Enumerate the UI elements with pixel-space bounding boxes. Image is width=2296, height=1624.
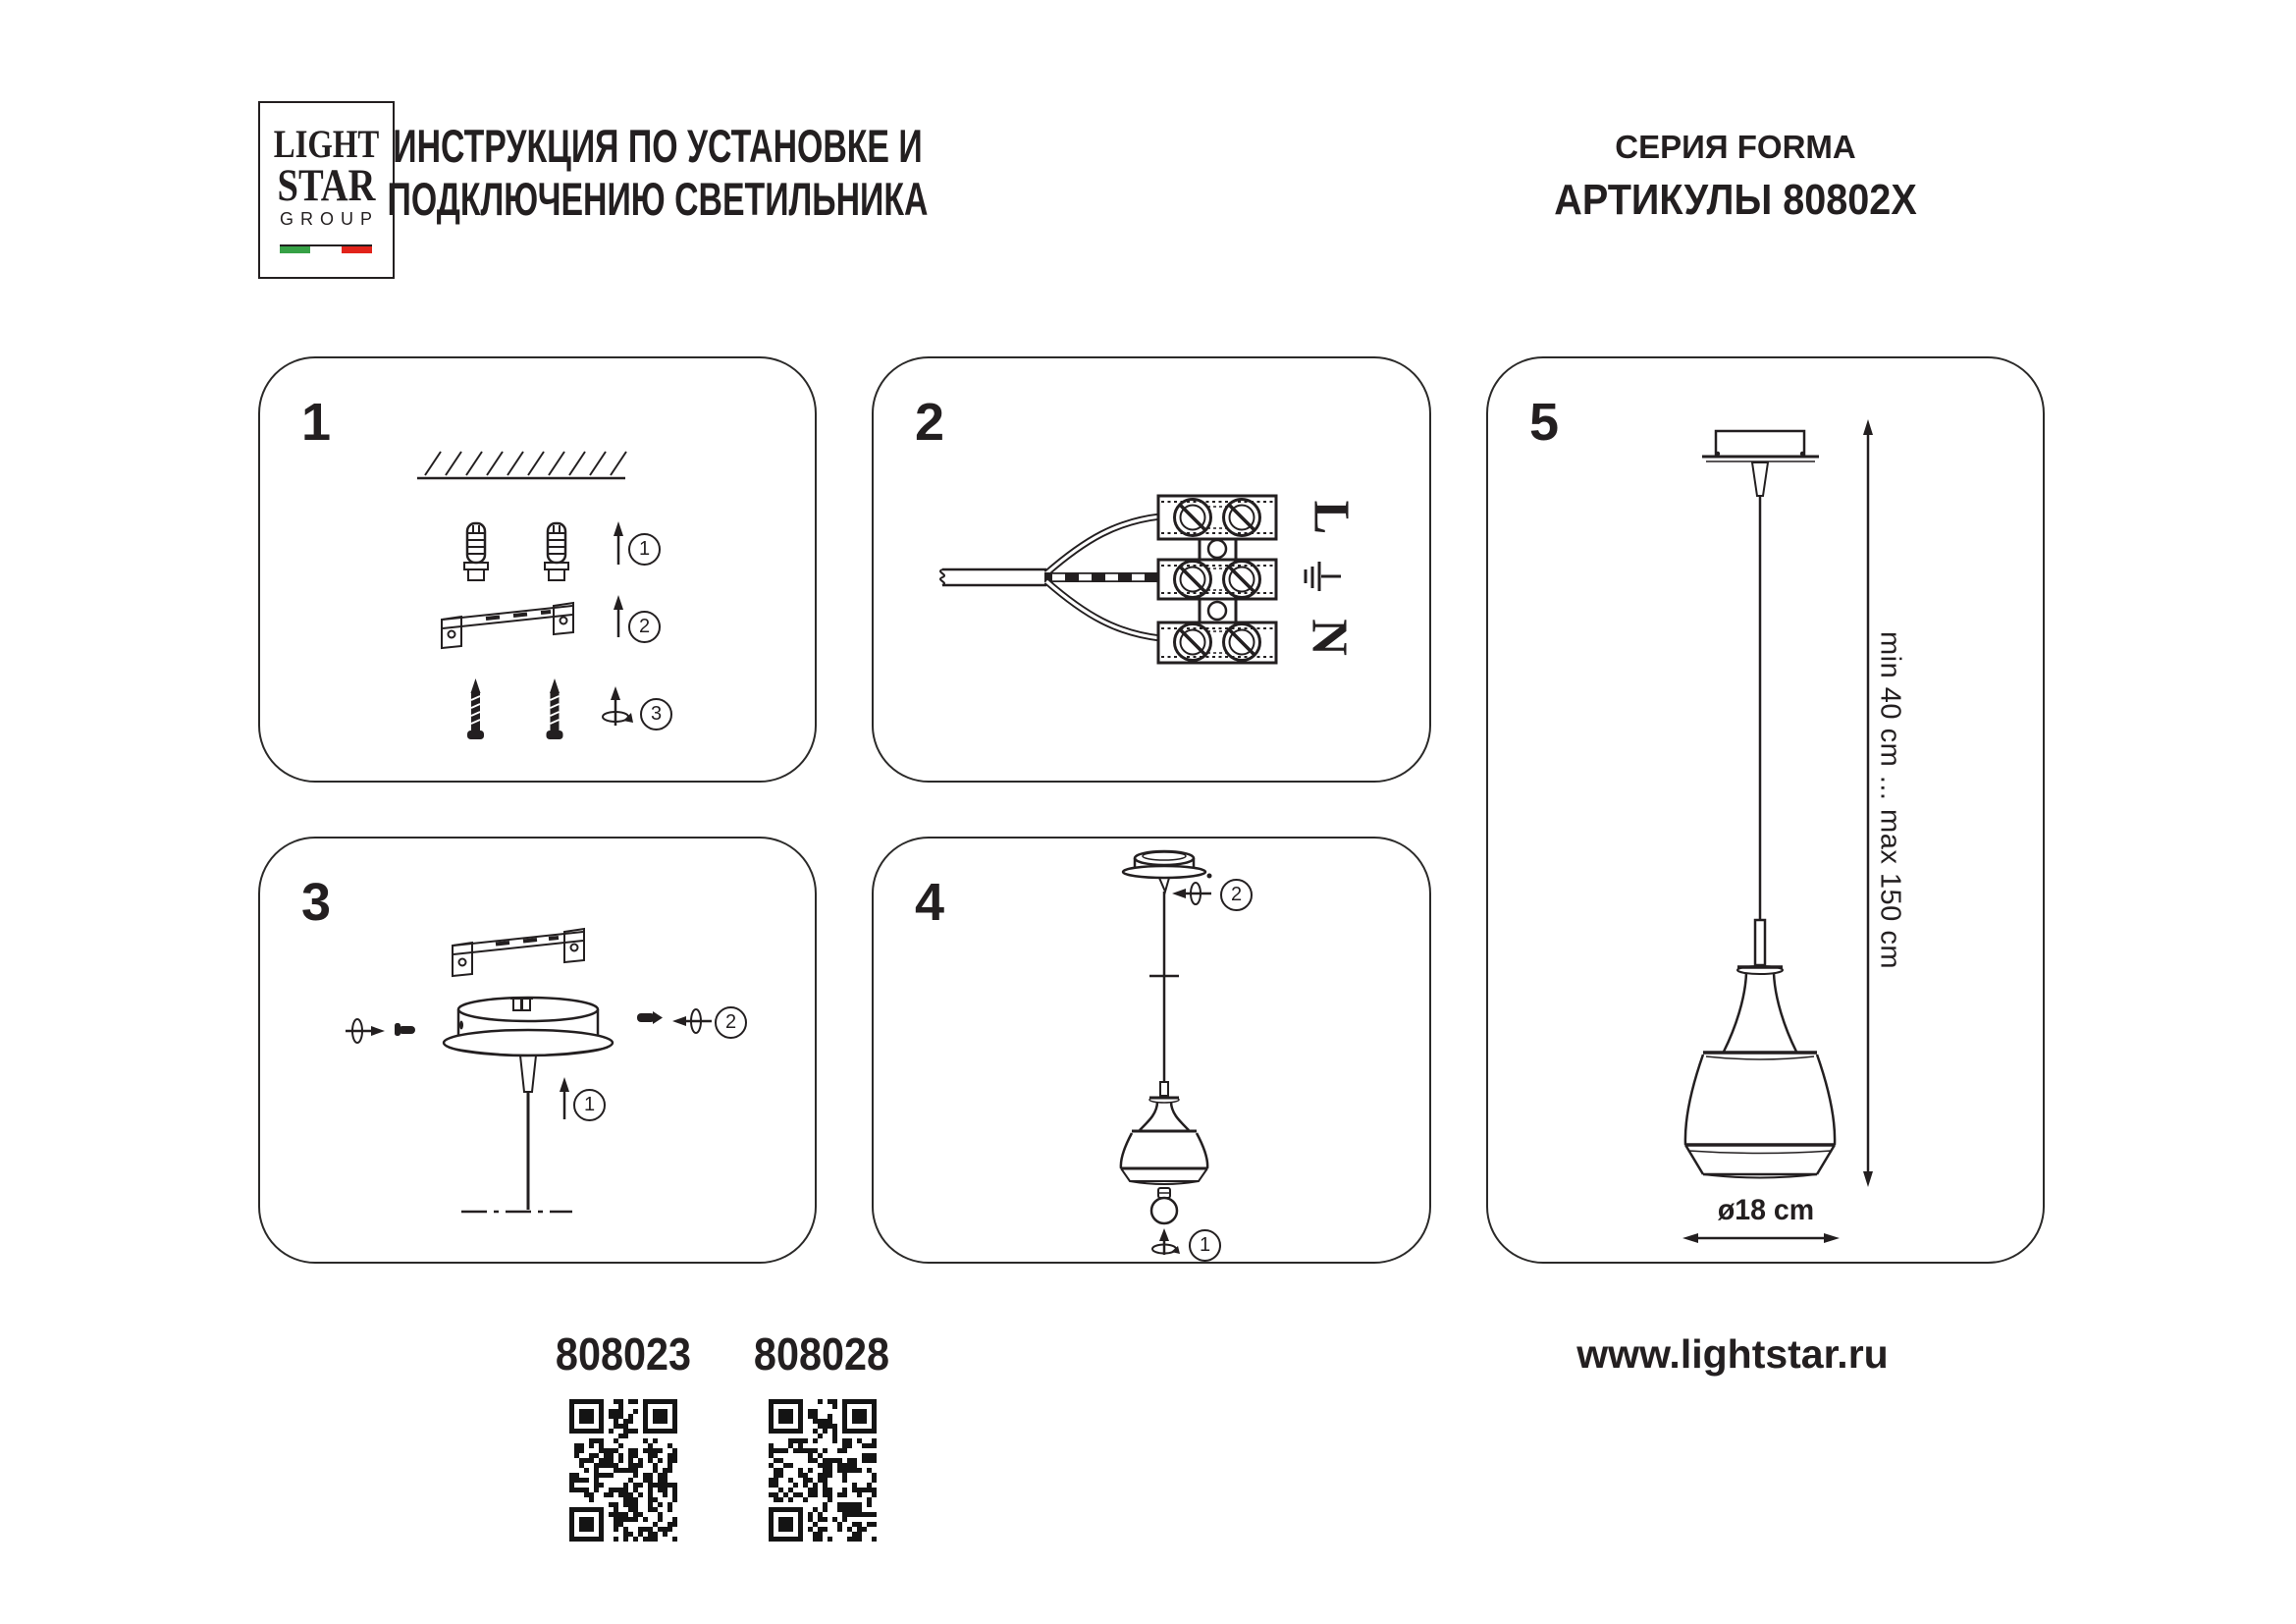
circled-step-number: 2 [715,1006,747,1039]
circled-step-number: 2 [628,611,661,643]
pendant-assembly-drawing [874,839,1429,1262]
screw-icon [637,1011,663,1024]
height-dimension-arrow [1863,419,1873,1187]
pendant-dimensions-drawing [1488,358,2043,1262]
diameter-dimension-arrow [1682,1233,1840,1243]
rotate-icon [1152,1228,1180,1255]
diameter-dimension-label: ø18 cm [1717,1194,1815,1226]
title-line-2: ПОДКЛЮЧЕНИЮ СВЕТИЛЬНИКА [387,173,929,225]
ceiling-hatch-icon [417,452,626,478]
qr-code-808028 [769,1399,877,1542]
lamp-shade [1121,1082,1207,1184]
wiring-diagram [874,358,1429,781]
logo-word-group: GROUP [279,209,379,229]
article-number-1: 808023 [555,1328,692,1380]
rotate-icon [1172,883,1211,904]
website-url: www.lightstar.ru [1576,1331,1889,1377]
panel-step-1 [258,356,817,783]
wall-plug-icon [545,523,568,580]
step-number: 1 [301,393,332,452]
wall-plug-icon [464,523,488,580]
cord-lock-icon [510,999,533,1010]
qr-code-808023 [569,1399,677,1542]
step-number: 2 [915,393,945,452]
terminal-block [1158,496,1276,663]
articles-code: АРТИКУЛЫ 80802X [1554,176,1917,224]
circled-step-number: 1 [1189,1229,1221,1262]
series-block [1490,128,1981,226]
italian-flag-icon [280,244,372,255]
wire-to-live [1046,516,1160,573]
series-name: СЕРИЯ FORMA [1615,129,1856,165]
screw-icon [547,678,563,739]
rotate-icon [346,1019,385,1043]
circled-step-number: 2 [1220,879,1253,911]
wire-to-neutral [1046,581,1160,638]
panel-step-3 [258,837,817,1264]
panel-step-4 [872,837,1431,1264]
article-number-2: 808028 [753,1328,890,1380]
panel-step-2 [872,356,1431,783]
arrow-up-icon [560,1077,569,1119]
arrow-up-icon [614,521,623,565]
step-number: 5 [1529,393,1560,452]
step-number: 3 [301,873,332,932]
arrow-up-icon [614,595,623,637]
canopy-mounting-drawing [260,839,815,1262]
label-live: L [1303,500,1360,535]
logo-word-star: STAR [277,160,376,211]
screw-icon [467,678,484,739]
step-number: 4 [915,873,945,932]
label-neutral: N [1301,619,1358,656]
mounting-bracket-icon [453,929,584,976]
circled-step-number: 1 [573,1089,606,1121]
rotate-icon [672,1009,712,1033]
bulb-icon [1151,1188,1177,1223]
ceiling-canopy [1702,431,1819,496]
mains-cable [940,569,1046,585]
rotate-icon [603,686,633,726]
ground-icon [1306,562,1341,591]
mounting-bracket-icon [442,603,573,648]
panel-dimensions [1486,356,2045,1264]
logo-word-light: LIGHT [273,122,380,166]
title-line-1: ИНСТРУКЦИЯ ПО УСТАНОВКЕ И [393,120,923,172]
page-title [375,120,940,226]
lamp-shade [1685,920,1835,1178]
step1-drawing [260,358,815,781]
height-dimension-label: min 40 cm ... max 150 cm [1874,631,1906,969]
circled-step-number: 1 [628,533,661,566]
screw-icon [395,1023,415,1036]
circled-step-number: 3 [640,698,672,731]
